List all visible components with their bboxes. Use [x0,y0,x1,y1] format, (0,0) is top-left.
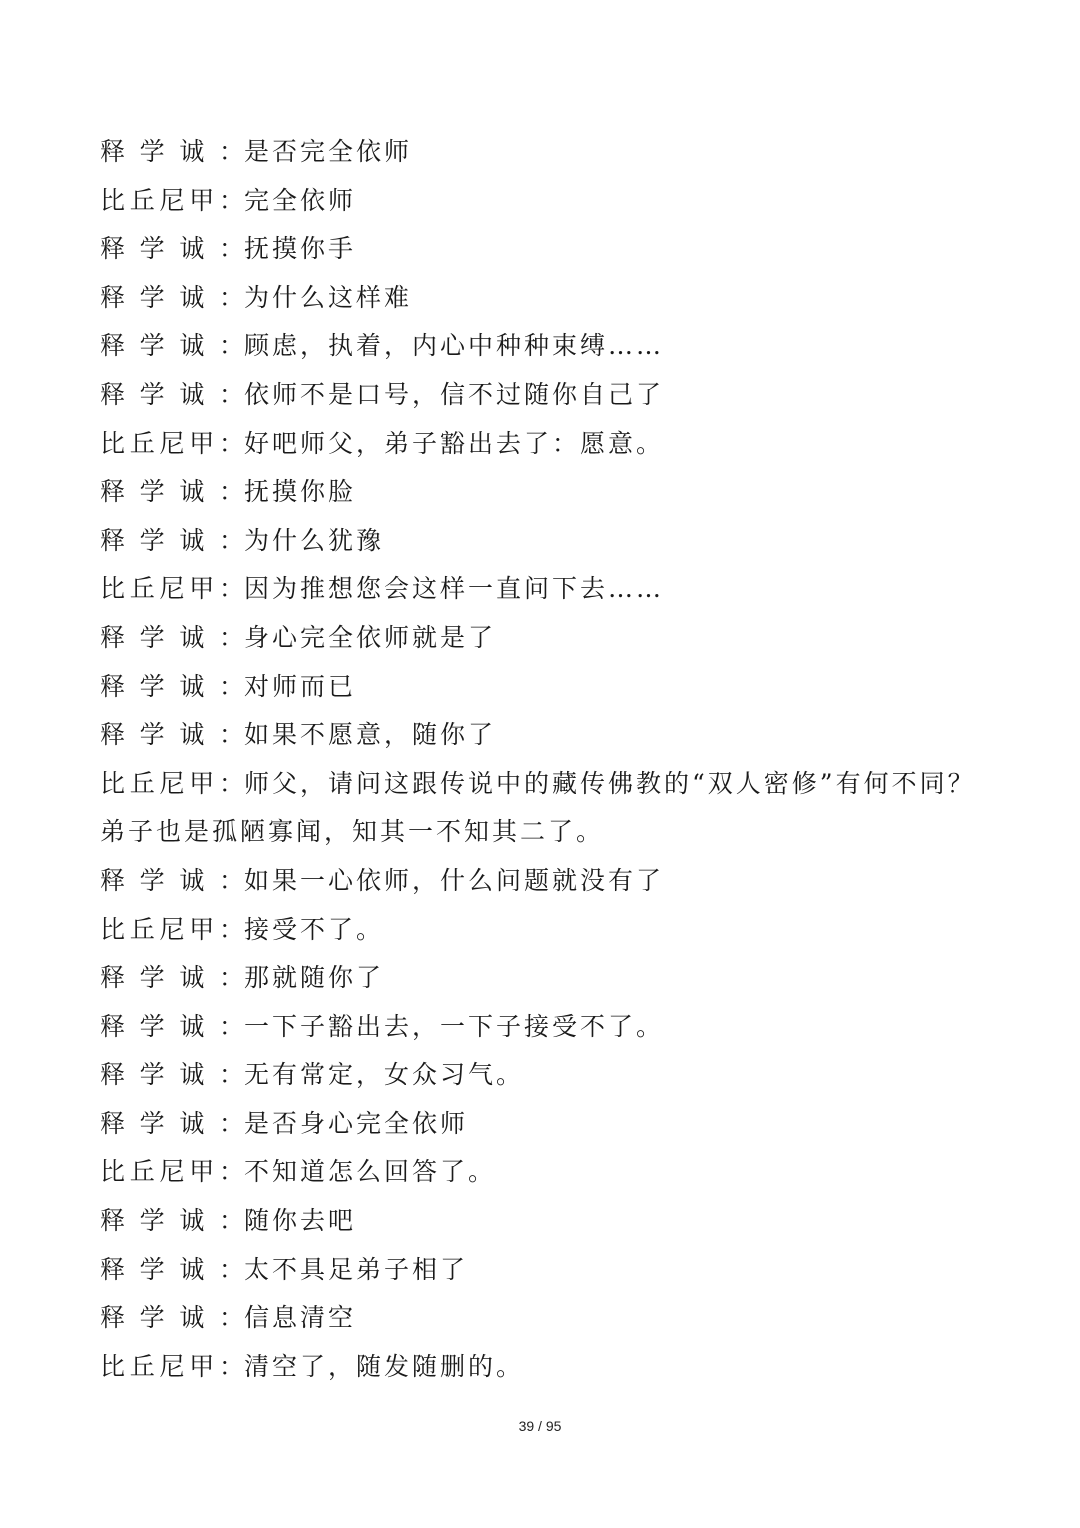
dialogue-line [100,468,990,517]
speaker-label: 释学诚： [100,865,244,895]
speaker-label: 释学诚： [100,963,244,993]
speaker-label: 释学诚： [100,1108,244,1138]
dialogue-line [100,906,990,955]
speaker-label: 释学诚： [100,379,244,409]
line-text: 信息清空 [244,1303,357,1333]
dialogue-line [100,274,990,323]
speaker-label: 比丘尼甲： [100,185,244,215]
line-text: 抚摸你脸 [244,477,357,507]
speaker-label: 比丘尼甲： [100,1157,244,1187]
speaker-label: 释学诚： [100,720,244,750]
line-text: 如果不愿意，随你了 [244,720,497,750]
line-text: 是否身心完全依师 [244,1108,469,1138]
line-text: 因为推想您会这样一直问下去…… [244,574,665,604]
line-text: 那就随你了 [244,963,385,993]
dialogue-line [100,322,990,371]
line-text: 接受不了。 [244,914,385,944]
line-text: 抚摸你手 [244,234,357,264]
speaker-label: 比丘尼甲： [100,914,244,944]
dialogue-line [100,1294,990,1343]
line-text: 为什么犹豫 [244,525,385,555]
dialogue-line [100,760,990,857]
dialogue-line [100,420,990,469]
line-text: 依师不是口号，信不过随你自己了 [244,379,665,409]
dialogue-line [100,1197,990,1246]
line-text: 不知道怎么回答了。 [244,1157,497,1187]
dialogue-line [100,663,990,712]
speaker-label: 比丘尼甲： [100,428,244,458]
dialogue-line [100,565,990,614]
dialogue-line [100,614,990,663]
speaker-label: 比丘尼甲： [100,574,244,604]
line-text: 是否完全依师 [244,137,413,166]
dialogue-line [100,371,990,420]
speaker-label: 释学诚： [100,477,244,507]
line-text: 太不具足弟子相了 [244,1254,469,1284]
line-text: 身心完全依师就是了 [244,622,497,652]
speaker-label: 比丘尼甲： [100,768,244,798]
dialogue-line [100,1148,990,1197]
speaker-label: 释学诚： [100,622,244,652]
line-text: 无有常定，女众习气。 [244,1060,525,1090]
line-text: 为什么这样难 [244,282,413,312]
speaker-label: 比丘尼甲： [100,1351,244,1381]
speaker-label: 释学诚： [100,1060,244,1090]
line-text: 好吧师父，弟子豁出去了：愿意。 [244,428,665,458]
speaker-label: 释学诚： [100,331,244,361]
dialogue-line [100,128,990,177]
page-number: 39 / 95 [518,1418,562,1434]
dialogue-line [100,711,990,760]
line-text: 一下子豁出去，一下子接受不了。 [244,1011,665,1041]
line-text: 清空了，随发随删的。 [244,1351,525,1381]
line-text: 顾虑，执着，内心中种种束缚…… [244,331,665,361]
dialogue-line [100,1051,990,1100]
speaker-label: 释学诚： [100,137,244,166]
line-text: 完全依师 [244,185,357,215]
dialogue-line [100,1100,990,1149]
dialogue-line [100,1246,990,1295]
dialogue-line [100,225,990,274]
dialogue-line [100,857,990,906]
speaker-label: 释学诚： [100,1303,244,1333]
line-text: 随你去吧 [244,1206,357,1236]
speaker-label: 释学诚： [100,282,244,312]
dialogue-line [100,177,990,226]
dialogue-line [100,517,990,566]
dialogue-line [100,1003,990,1052]
line-text: 对师而已 [244,671,357,701]
dialogue-line [100,1343,990,1392]
speaker-label: 释学诚： [100,234,244,264]
speaker-label: 释学诚： [100,1011,244,1041]
line-text: 如果一心依师，什么问题就没有了 [244,865,665,895]
speaker-label: 释学诚： [100,525,244,555]
dialogue-line [100,954,990,1003]
speaker-label: 释学诚： [100,671,244,701]
dialogue-transcript [100,128,990,1391]
speaker-label: 释学诚： [100,1206,244,1236]
speaker-label: 释学诚： [100,1254,244,1284]
line-text: 师父，请问这跟传说中的藏传佛教的“双人密修”有何不同？弟子也是孤陋寡闻，知其一不知其二了。 [100,768,976,847]
